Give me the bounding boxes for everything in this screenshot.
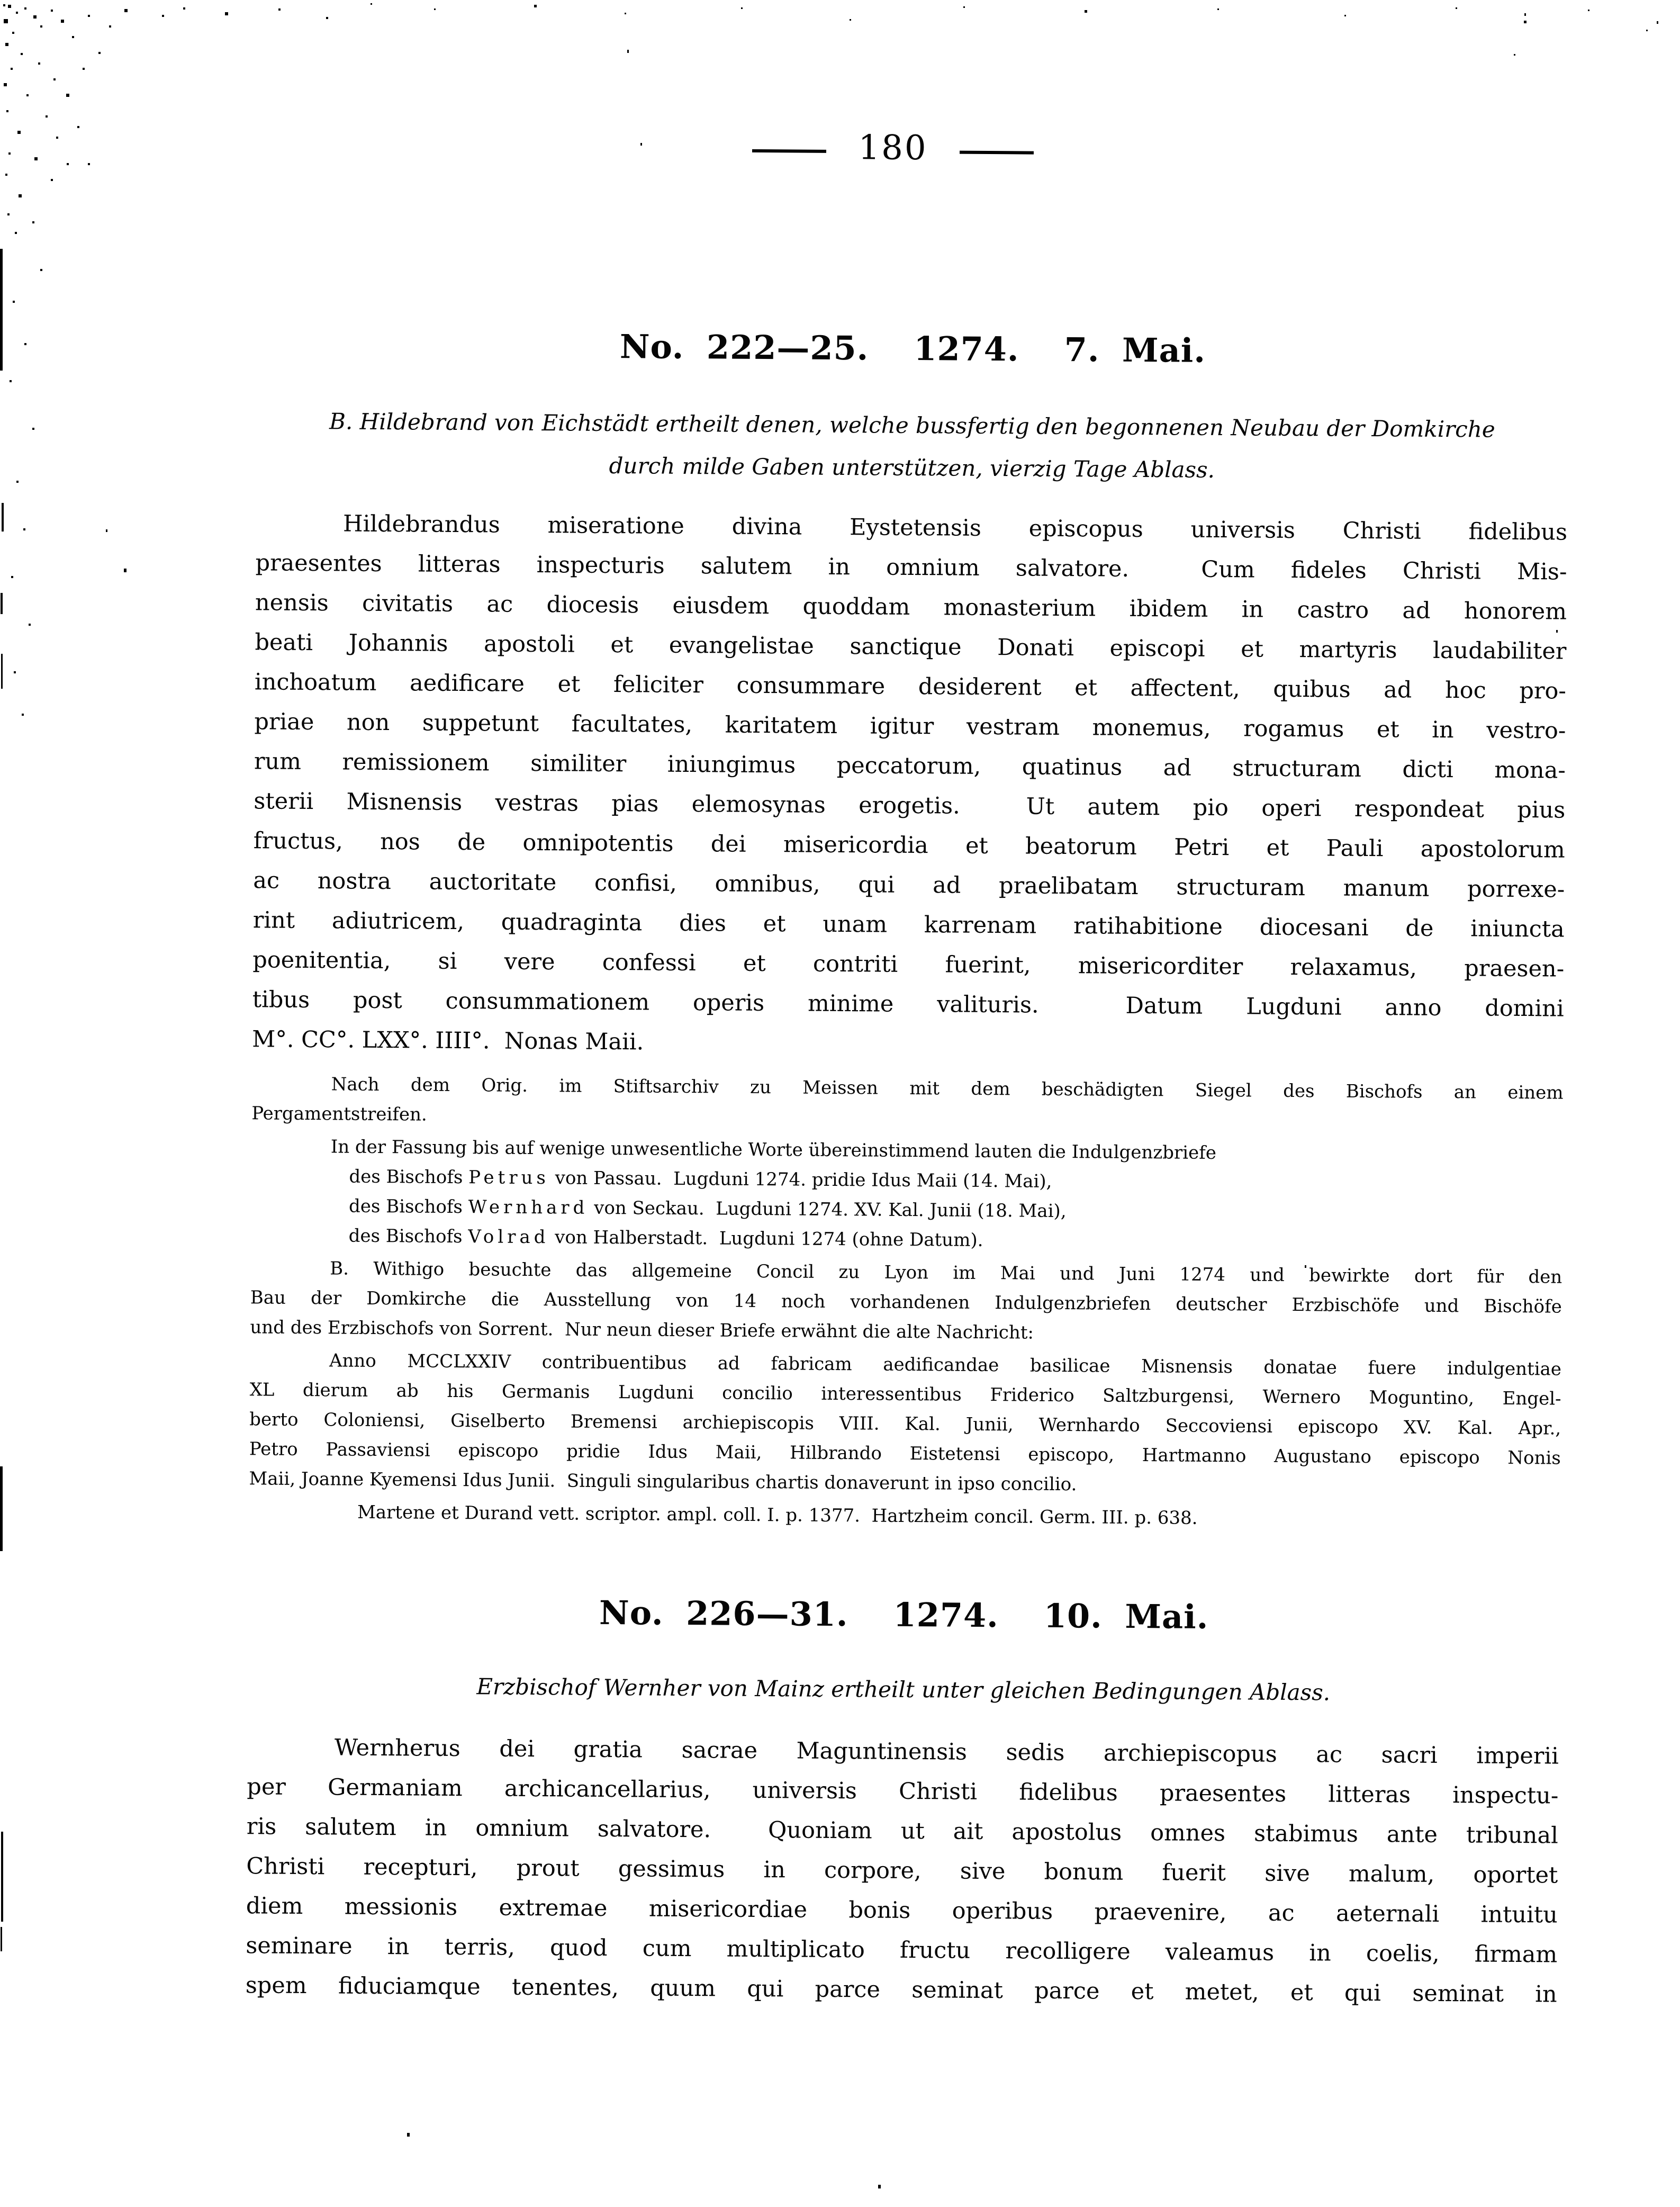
page-number-left-rule [752, 149, 826, 153]
entry2-summary [247, 1664, 1559, 1715]
body-line: sterii Misnensis vestras pias elemosynas erogetis. Ut autem pio operi respondeat pius [254, 788, 1566, 824]
binding-mark [0, 249, 3, 371]
entry2-body [246, 1727, 1559, 2014]
note-citation [249, 1497, 1560, 1535]
note-line: Maii, Joanne Kyemensi Idus Junii. Singuli singularibus chartis donaverunt in ipso concilio. [249, 1468, 1077, 1496]
note-line: XL dierum ab his Germanis Lugduni concilio interessentibus Friderico Saltzburgensi, Wernero Moguntino, Engel- [249, 1379, 1561, 1410]
note-line: berto Coloniensi, Giselberto Bremensi archiepiscopis VIII. Kal. Junii, Wernhardo Seccoviensi episcopo XV. Kal. Apr., [249, 1409, 1561, 1439]
page-header [216, 122, 1570, 174]
body-line: Hildebrandus miseratione divina Eystetensis episcopus universis Christi fidelibus [342, 510, 1568, 546]
summary-line: B. Hildebrand von Eichstädt ertheilt denen, welche bussfertig den begonnenen Neubau der Domkirche [329, 408, 1495, 443]
body-line: rint adiutricem, quadraginta dies et unam karrenam ratihabitione diocesani de iniuncta [252, 907, 1565, 943]
entry2-heading: No. 226—31. 1274. 10. Mai. [599, 1593, 1209, 1636]
bishop-rest: von Passau. Lugduni 1274. pridie Idus Maii (14. Mai), [549, 1167, 1052, 1192]
body-line: priae non suppetunt facultates, karitatem igitur vestram monemus, rogamus et in vestro- [254, 708, 1566, 744]
entry1-notes [249, 1069, 1564, 1535]
note-anno [249, 1345, 1561, 1502]
note-line: Bau der Domkirche die Ausstellung von 14 noch vorhandenen Indulgenzbriefen deutscher Erzbischöfe und Bischöfe [250, 1287, 1562, 1318]
bishop-prefix: des Bischofs [349, 1166, 469, 1188]
page-number: 180 [858, 128, 928, 168]
binding-mark [1, 1832, 3, 1922]
bishop-prefix: des Bischofs [348, 1195, 468, 1218]
binding-mark [1, 654, 3, 689]
binding-mark [1, 593, 3, 614]
body-line: tibus post consummationem operis minime valituris. Datum Lugduni anno domini [252, 986, 1564, 1022]
scan-noise-scatter [106, 529, 107, 532]
note-line: Pergamentstreifen. [251, 1103, 427, 1125]
page-number-right-rule [960, 151, 1034, 155]
note-line: Petro Passaviensi episcopo pridie Idus Maii, Hilbrando Eistetensi episcopo, Hartmanno Augustano episcopo Nonis [249, 1438, 1561, 1469]
bishop-rest: von Halberstadt. Lugduni 1274 (ohne Datum). [549, 1227, 983, 1251]
body-line: Wernherus dei gratia sacrae Maguntinensis sedis archiepiscopus ac sacri imperii [334, 1734, 1559, 1770]
body-line: rum remissionem similiter iniungimus peccatorum, quatinus ad structuram dicti mona- [254, 748, 1566, 784]
body-line: M°. CC°. LXX°. IIII°. Nonas Maii. [252, 1026, 644, 1056]
note-source [251, 1069, 1564, 1137]
note-fassung [250, 1131, 1563, 1259]
entry1-body [252, 503, 1567, 1068]
body-line: ac nostra auctoritate confisi, omnibus, qui ad praelibatam structuram manum porrexe- [253, 867, 1565, 903]
body-line: seminare in terris, quod cum multiplicato fructu recolligere valeamus in coelis, firmam [246, 1932, 1558, 1968]
note-line: und des Erzbischofs von Sorrent. Nur neun dieser Briefe erwähnt die alte Nachricht: [250, 1317, 1034, 1344]
note-withigo [250, 1253, 1562, 1351]
scan-noise-topleft [3, 4, 5, 6]
body-line: praesentes litteras inspecturis salutem in omnium salvatore. Cum fideles Christi Mis- [255, 550, 1567, 585]
summary-line: durch milde Gaben unterstützen, vierzig Tage Ablass. [609, 452, 1215, 483]
body-line: fructus, nos de omnipotentis dei misericordia et beatorum Petri et Pauli apostolorum [253, 827, 1565, 863]
bishop-prefix: des Bischofs [348, 1225, 468, 1248]
entry1-summary [256, 400, 1568, 493]
body-line: inchoatum aedificare et feliciter consummare desiderent et affectent, quibus ad hoc pro- [254, 669, 1567, 705]
body-line: nensis civitatis ac diocesis eiusdem quoddam monasterium ibidem in castro ad honorem [255, 589, 1567, 625]
bishop-rest: von Seckau. Lugduni 1274. XV. Kal. Junii (18. Mai), [588, 1197, 1067, 1222]
body-line: beati Johannis apostoli et evangelistae sanctique Donati episcopi et martyris laudabiliter [255, 629, 1567, 665]
binding-mark [2, 503, 4, 532]
bishop-name: Volrad [468, 1226, 549, 1248]
note-line: Nach dem Orig. im Stiftsarchiv zu Meissen mit dem beschädigten Siegel des Bischofs an einem [331, 1074, 1564, 1104]
body-line: poenitentia, si vere confessi et contriti fuerint, misericorditer relaxamus, praesen- [252, 947, 1565, 983]
body-line: Christi recepturi, prout gessimus in corpore, sive bonum fuerit sive malum, oportet [246, 1853, 1558, 1889]
scanned-page [246, 0, 1571, 2015]
body-line: per Germaniam archicancellarius, universis Christi fidelibus praesentes litteras inspectu- [247, 1773, 1559, 1809]
binding-mark [1, 1927, 2, 1951]
body-line: ris salutem in omnium salvatore. Quoniam ut ait apostolus omnes stabimus ante tribunal [246, 1813, 1558, 1849]
bishop-name: Petrus [468, 1167, 550, 1189]
note-line: Martene et Durand vett. scriptor. ampl. coll. I. p. 1377. Hartzheim concil. Germ. III. p. 638. [357, 1501, 1198, 1529]
binding-mark [0, 1466, 3, 1551]
body-line: spem fiduciamque tenentes, quum qui parce seminat parce et metet, et qui seminat in [245, 1972, 1557, 2008]
summary-line: Erzbischof Wernher von Mainz ertheilt unter gleichen Bedingungen Ablass. [476, 1673, 1331, 1706]
body-line: diem messionis extremae misericordiae bonis operibus praevenire, ac aeternali intuitu [246, 1893, 1558, 1929]
note-line: B. Withigo besuchte das allgemeine Concil zu Lyon im Mai und Juni 1274 und bewirkte dort für den [330, 1258, 1562, 1288]
note-line: In der Fassung bis auf wenige unwesentliche Worte übereinstimmend lauten die Indulgenzbriefe [330, 1136, 1217, 1164]
bishop-name: Wernhard [468, 1196, 589, 1219]
note-line: Anno MCCLXXIV contribuentibus ad fabricam aedificandae basilicae Misnensis donatae fuere indulgentiae [329, 1350, 1562, 1380]
entry1-heading: No. 222—25. 1274. 7. Mai. [619, 327, 1206, 370]
